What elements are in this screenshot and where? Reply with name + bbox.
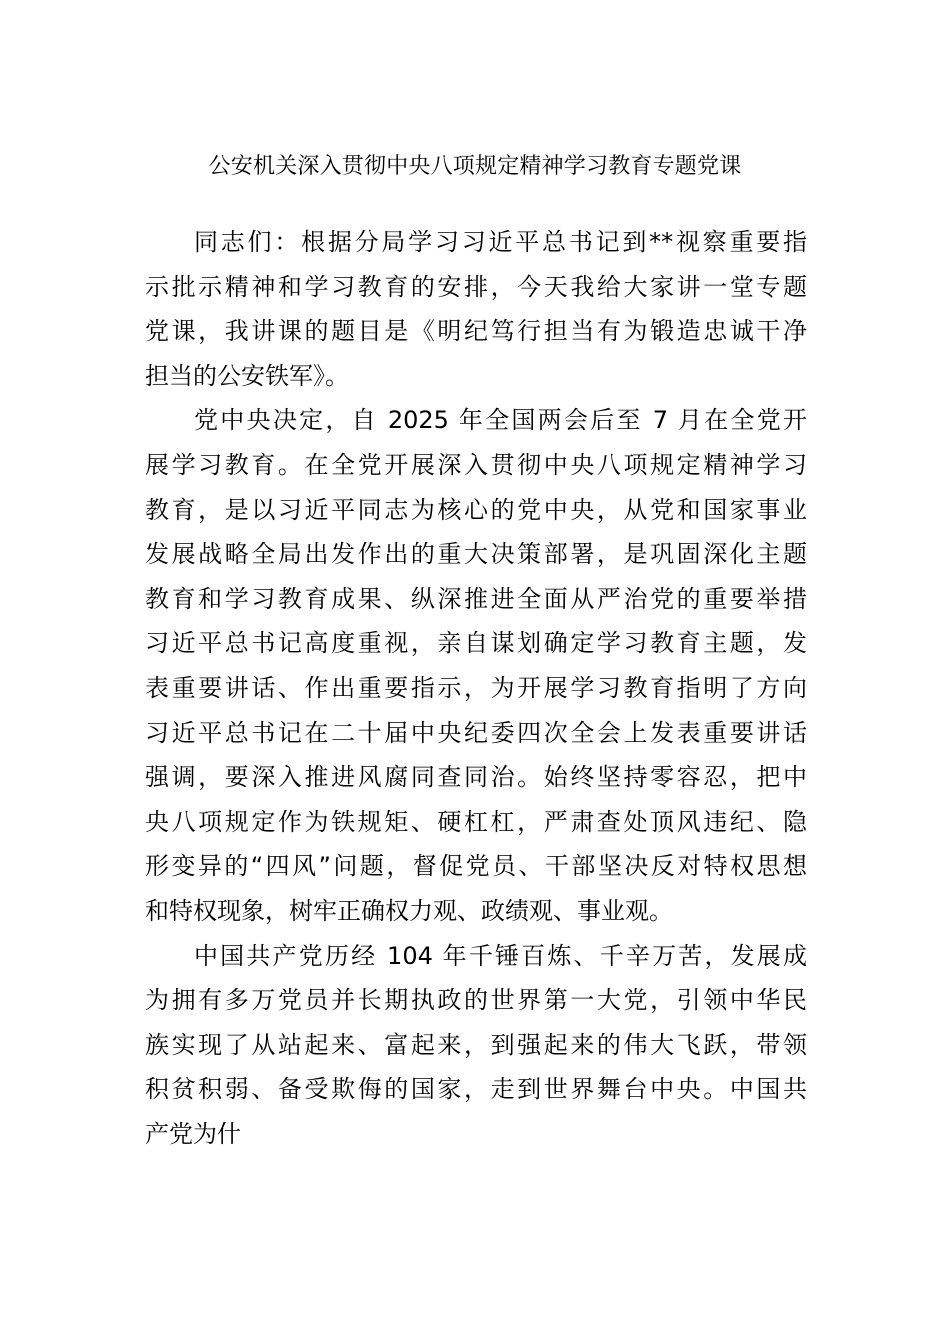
body-text-line: 中国共产党历经 104 年千锤百炼、千辛万苦，发展成 xyxy=(194,941,807,970)
body-text-line: 教育和学习教育成果、纵深推进全面从严治党的重要举措 xyxy=(145,584,807,613)
body-text-line: 表重要讲话、作出重要指示，为开展学习教育指明了方向 xyxy=(145,673,807,702)
body-text-line: 族实现了从站起来、富起来，到强起来的伟大飞跃，带领 xyxy=(145,1030,807,1059)
body-text-line: 形变异的“四风”问题，督促党员、干部坚决反对特权思想 xyxy=(145,852,807,881)
body-text-line: 教育，是以习近平同志为核心的党中央，从党和国家事业 xyxy=(145,495,807,524)
body-text-line: 担当的公安铁军》。 xyxy=(145,361,349,390)
body-text-line: 习近平总书记在二十届中央纪委四次全会上发表重要讲话 xyxy=(145,718,807,747)
body-text-line: 和特权现象，树牢正确权力观、政绩观、事业观。 xyxy=(145,896,673,925)
body-text-line: 示批示精神和学习教育的安排，今天我给大家讲一堂专题 xyxy=(145,272,807,301)
body-text-line: 习近平总书记高度重视，亲自谋划确定学习教育主题，发 xyxy=(145,629,807,658)
body-text-line: 积贫积弱、备受欺侮的国家，走到世界舞台中央。中国共 xyxy=(145,1075,807,1104)
body-text-line: 党中央决定，自 2025 年全国两会后至 7 月在全党开 xyxy=(194,406,807,435)
body-text-line: 展学习教育。在全党开展深入贯彻中央八项规定精神学习 xyxy=(145,450,807,479)
body-text-line: 发展战略全局出发作出的重大决策部署，是巩固深化主题 xyxy=(145,540,807,569)
body-text-line: 强调，要深入推进风腐同查同治。始终坚持零容忍，把中 xyxy=(145,763,807,792)
body-text-line: 为拥有多万党员并长期执政的世界第一大党，引领中华民 xyxy=(145,986,807,1015)
body-text-line: 党课，我讲课的题目是《明纪笃行担当有为锻造忠诚干净 xyxy=(145,317,807,346)
body-text-line: 产党为什 xyxy=(145,1119,241,1148)
body-text-line: 央八项规定作为铁规矩、硬杠杠，严肃查处顶风违纪、隐 xyxy=(145,807,807,836)
document-body xyxy=(145,220,807,1156)
body-text-line: 同志们：根据分局学习习近平总书记到**视察重要指 xyxy=(194,228,807,256)
document-title: 公安机关深入贯彻中央八项规定精神学习教育专题党课 xyxy=(208,154,742,179)
